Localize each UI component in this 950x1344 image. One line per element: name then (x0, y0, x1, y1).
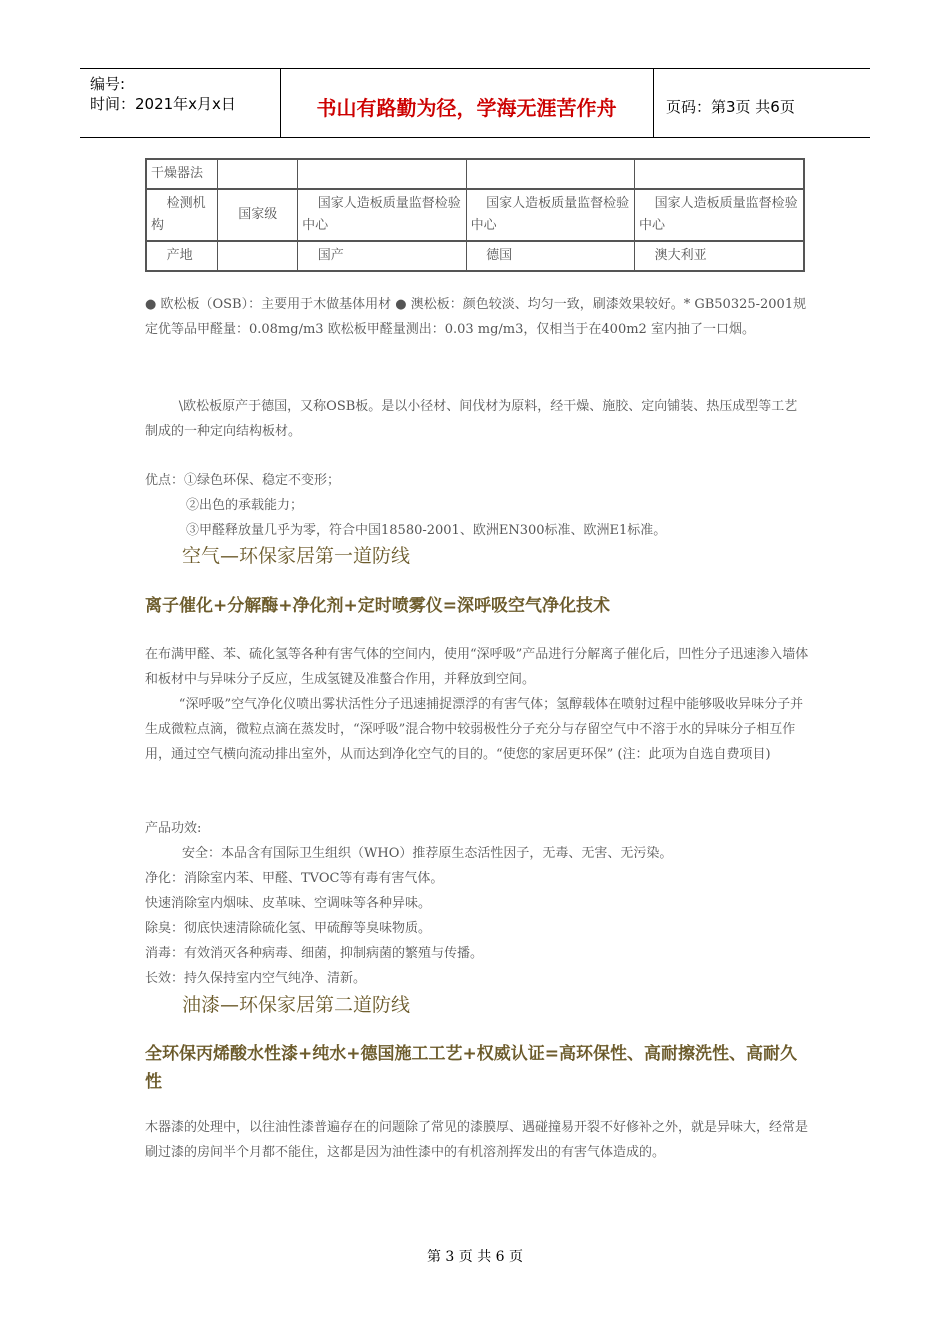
header-number-label: 编号: (90, 75, 126, 93)
osb-paragraph: \欧松板原产于德国，又称OSB板。是以小径材、间伐材为原料，经干燥、施胶、定向铺装、热压成型等工艺制成的一种定向结构板材。 (145, 399, 798, 439)
spec-table (145, 158, 805, 272)
paint-paragraph: 木器漆的处理中，以往油性漆普遍存在的问题除了常见的漆膜厚、遇碰撞易开裂不好修补之外，就是异味大，经常是刷过漆的房间半个月都不能住，这都是因为油性漆中的有机溶剂挥发出的有害气体造成的。 (145, 1120, 809, 1160)
air-formula-heading: 离子催化+分解酶+净化剂+定时喷雾仪=深呼吸空气净化技术 (145, 596, 610, 616)
header-page-cell (654, 69, 870, 137)
effect-long: 长效：持久保持室内空气纯净、清新。 (145, 971, 367, 986)
advantage-title: 优点：①绿色环保、稳定不变形； (145, 473, 341, 488)
effect-purify: 净化：消除室内苯、甲醛、TVOC等有毒有害气体。 (145, 871, 444, 886)
table-cell: 国家级 (218, 189, 298, 241)
advantage-item-2: ②出色的承载能力； (186, 498, 304, 513)
table-cell (218, 241, 298, 271)
table-cell: 干燥器法 (146, 159, 218, 189)
table-row (146, 159, 804, 189)
table-cell: 产地 (146, 241, 218, 271)
effect-deodor: 除臭：彻底快速清除硫化氢、甲硫醇等臭味物质。 (145, 921, 432, 936)
table-row (146, 189, 804, 241)
table-cell (466, 159, 634, 189)
table-cell (298, 159, 466, 189)
table-cell: 国家人造板质量监督检验中心 (635, 189, 804, 241)
advantage-item-3: ③甲醛释放量几乎为零，符合中国18580-2001、欧洲EN300标准、欧洲E1标准。 (186, 523, 667, 538)
table-cell: 国产 (298, 241, 466, 271)
effect-safe: 安全：本品含有国际卫生组织（WHO）推荐原生态活性因子，无毒、无害、无污染。 (182, 846, 673, 861)
header-motto-cell (280, 69, 654, 137)
effect-fast: 快速消除室内烟味、皮革味、空调味等各种异味。 (145, 896, 432, 911)
page-header (80, 68, 870, 138)
table-cell: 检测机构 (146, 189, 218, 241)
table-cell (635, 159, 804, 189)
header-motto: 书山有路勤为径，学海无涯苦作舟 (316, 95, 617, 120)
table-row (146, 241, 804, 271)
air-paragraph-2: “深呼吸”空气净化仪喷出雾状活性分子迅速捕捉漂浮的有害气体；氢醇载体在喷射过程中能够吸收异味分子并生成微粒点滴，微粒点滴在蒸发时，“深呼吸”混合物中较弱极性分子充分与存留空气中不溶于水的异味分子相互作用，通过空气横向流动排出室外，从而达到净化空气的目的。“使您的家居更环保” (注：此项为自选自费项目) (145, 697, 804, 762)
page-footer: 第 3 页 共 6 页 (426, 1249, 524, 1265)
bullet-paragraph: ● 欧松板（OSB）：主要用于木做基体用材 ● 澳松板：颜色较淡、均匀一致，刷漆效果较好。* GB50325-2001规定优等品甲醛量：0.08mg/m3 欧松板甲醛量测出：0.03 mg/m3，仅相当于在400m2 室内抽了一口烟。 (145, 297, 807, 337)
header-page-label: 页码：第3页 共6页 (666, 97, 795, 116)
paint-formula-heading: 全环保丙烯酸水性漆+纯水+德国施工工艺+权威认证=高环保性、高耐擦洗性、高耐久性 (145, 1044, 797, 1092)
effect-title: 产品功效: (145, 821, 202, 836)
header-left-cell (80, 69, 281, 137)
effect-disinfect: 消毒：有效消灭各种病毒、细菌，抑制病菌的繁殖与传播。 (145, 946, 484, 961)
table-cell: 国家人造板质量监督检验中心 (466, 189, 634, 241)
air-paragraph-1: 在布满甲醛、苯、硫化氢等各种有害气体的空间内，使用“深呼吸”产品进行分解离子催化后，凹性分子迅速渗入墙体和板材中与异味分子反应，生成氢键及准螯合作用，并释放到空间。 (145, 647, 809, 687)
section-heading-air: 空气—环保家居第一道防线 (182, 545, 411, 567)
section-heading-paint: 油漆—环保家居第二道防线 (182, 994, 411, 1016)
table-cell: 德国 (466, 241, 634, 271)
table-cell (218, 159, 298, 189)
table-cell: 国家人造板质量监督检验中心 (298, 189, 466, 241)
table-cell: 澳大利亚 (635, 241, 804, 271)
header-date-label: 时间：2021年x月x日 (90, 95, 236, 113)
